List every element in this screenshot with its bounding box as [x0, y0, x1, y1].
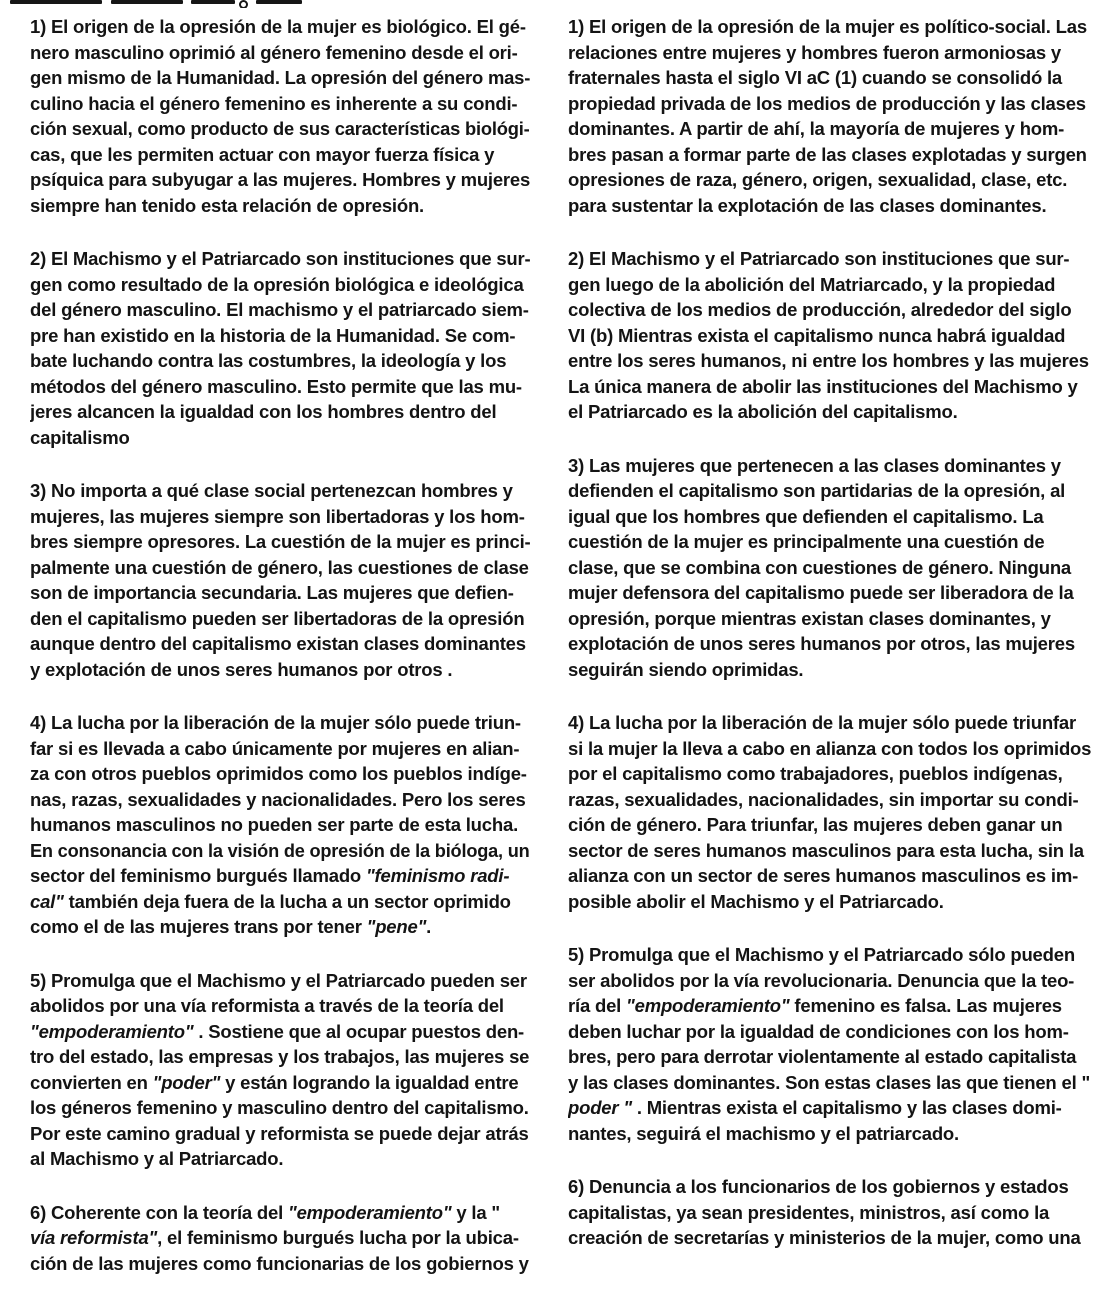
text-line	[568, 889, 1094, 915]
glyph-descender-fragment	[239, 0, 248, 8]
text-run: defienden el capitalismo son partidarias de la opresión, al	[568, 480, 1066, 501]
text-line	[568, 167, 1094, 193]
text-line	[30, 142, 530, 168]
paragraph	[30, 710, 530, 940]
text-run: opresión, porque mientras existan clases dominantes, y	[568, 607, 1051, 629]
text-run: 4) La lucha por la liberación de la mujer sólo puede triun-	[30, 712, 521, 733]
text-line	[30, 580, 530, 606]
paragraph	[30, 478, 530, 682]
text-line	[30, 1251, 530, 1277]
text-line	[568, 1070, 1094, 1096]
text-run: "empoderamiento"	[30, 1020, 194, 1042]
text-run: capitalistas, ya sean presidentes, ministros, así como la	[568, 1201, 1050, 1223]
text-line	[30, 91, 530, 117]
glyph-fragment	[256, 0, 302, 4]
text-run: za con otros pueblos oprimidos como los pueblos indíge-	[30, 763, 527, 784]
glyph-fragment	[10, 0, 102, 4]
text-line	[568, 838, 1094, 864]
text-run: el Patriarcado es la abolición del capitalismo.	[568, 401, 958, 422]
text-line	[568, 246, 1094, 272]
text-run: sector del feminismo burgués llamado	[30, 865, 366, 886]
text-line	[30, 657, 530, 683]
text-run: 5) Promulga que el Machismo y el Patriarcado pueden ser	[30, 969, 527, 991]
text-line	[30, 167, 529, 193]
text-run: métodos del género masculino. Esto permite que las mu-	[30, 375, 522, 397]
text-line	[568, 116, 1094, 142]
text-line	[30, 193, 530, 219]
text-run: En consonancia con la visión de opresión de la bióloga, un	[30, 839, 530, 861]
text-line	[568, 812, 1094, 838]
text-run: ser abolidos por la vía revolucionaria. Denuncia que la teo-	[568, 969, 1075, 991]
text-line	[30, 323, 530, 349]
text-run: gen como resultado de la opresión biológica e ideológica	[30, 273, 524, 295]
text-line	[30, 40, 530, 66]
text-run: opresiones de raza, género, origen, sexualidad, clase, etc.	[568, 169, 1068, 190]
text-run: 5) Promulga que el Machismo y el Patriarcado sólo pueden	[568, 944, 1075, 965]
paragraph	[568, 710, 1094, 914]
text-run: bres siempre opresores. La cuestión de la mujer es princi-	[30, 531, 530, 552]
text-run: ción de género. Para triunfar, las mujeres deben ganar un	[568, 814, 1063, 835]
text-run: los géneros femenino y masculino dentro del capitalismo.	[30, 1097, 529, 1118]
text-line	[568, 453, 1094, 479]
text-line	[568, 272, 1094, 298]
text-line	[568, 504, 1094, 530]
text-line	[568, 657, 1094, 683]
text-run: bres, pero para derrotar violentamente al estado capitalista	[568, 1046, 1077, 1067]
text-run: razas, sexualidades, nacionalidades, sin importar su condi-	[568, 788, 1079, 810]
text-run: abolidos por una vía reformista a través de la teoría del	[30, 995, 504, 1016]
text-run: del género masculino. El machismo y el patriarcado siem-	[30, 299, 529, 320]
text-line	[30, 246, 529, 272]
text-line	[30, 1225, 530, 1251]
text-run: 2) El Machismo y el Patriarcado son instituciones que sur-	[568, 248, 1070, 269]
text-run: 6) Coherente con la teoría del	[30, 1201, 289, 1223]
paragraph	[30, 1200, 530, 1277]
text-run: 2) El Machismo y el Patriarcado son instituciones que sur-	[30, 248, 530, 269]
text-run: 3) No importa a qué clase social pertenezcan hombres y	[30, 480, 513, 501]
text-run: deben luchar por la igualdad de condiciones con los hom-	[568, 1020, 1069, 1042]
text-run: 1) El origen de la opresión de la mujer es biológico. El gé-	[30, 16, 526, 37]
text-line	[30, 889, 530, 915]
text-run: palmente una cuestión de género, las cuestiones de clase	[30, 556, 529, 578]
text-run: VI (b) Mientras exista el capitalismo nunca habrá igualdad	[568, 324, 1066, 346]
text-run: dominantes. A partir de ahí, la mayoría de mujeres y hom-	[568, 118, 1065, 139]
text-line	[568, 710, 1094, 736]
column-right	[568, 14, 1094, 1276]
text-run: sector de seres humanos masculinos para esta lucha, sin la	[568, 839, 1084, 861]
text-run: Por este camino gradual y reformista se puede dejar atrás	[30, 1122, 529, 1144]
text-line	[30, 914, 530, 940]
text-run: gen luego de la abolición del Matriarcado, y la propiedad	[568, 273, 1056, 295]
cropped-heading-fragment	[10, 0, 302, 8]
text-line	[568, 555, 1094, 581]
text-line	[568, 142, 1094, 168]
glyph-fragment	[111, 0, 183, 4]
text-run: y las clases dominantes. Son estas clases las que tienen el "	[568, 1071, 1091, 1093]
text-run: si la mujer la lleva a cabo en alianza con todos los oprimidos	[568, 737, 1092, 759]
text-line	[30, 787, 530, 813]
text-run: 6) Denuncia a los funcionarios de los gobiernos y estados	[568, 1176, 1069, 1197]
text-run: clase, que se combina con cuestiones de género. Ninguna	[568, 556, 1072, 578]
text-run: femenino es falsa. Las mujeres	[789, 995, 1062, 1016]
text-line	[568, 1044, 1094, 1070]
text-run: siempre han tenido esta relación de opresión.	[30, 194, 424, 216]
text-run: 1) El origen de la opresión de la mujer es político-social. Las	[568, 16, 1087, 37]
text-line	[30, 478, 530, 504]
text-line	[30, 812, 530, 838]
text-line	[30, 838, 530, 864]
text-line	[30, 1146, 530, 1172]
text-run: por el capitalismo como trabajadores, pueblos indígenas,	[568, 763, 1063, 784]
paragraph	[30, 246, 530, 450]
text-run: tro del estado, las empresas y los trabajos, las mujeres se	[30, 1046, 530, 1067]
text-run: cal"	[30, 890, 64, 912]
text-line	[568, 580, 1094, 606]
text-run: entre los seres humanos, ni entre los hombres y las mujeres	[568, 350, 1089, 371]
text-line	[568, 1225, 1094, 1251]
text-run: nero masculino oprimió al género femenino desde el ori-	[30, 41, 518, 63]
text-line	[30, 710, 530, 736]
text-run: . Mientras exista el capitalismo y las clases domi-	[636, 1097, 1062, 1118]
paragraph	[30, 968, 530, 1172]
text-run: cuestión de la mujer es principalmente una cuestión de	[568, 531, 1045, 552]
text-run: den el capitalismo pueden ser libertadoras de la opresión	[30, 607, 525, 629]
text-line	[568, 606, 1094, 632]
text-line	[30, 297, 530, 323]
text-line	[568, 993, 1094, 1019]
text-run: "empoderamiento"	[626, 995, 790, 1016]
text-line	[30, 399, 530, 425]
text-run: bate luchando contra las costumbres, la ideología y los	[30, 350, 507, 371]
text-run: explotación de unos seres humanos por otros, las mujeres	[568, 633, 1075, 654]
text-run: La única manera de abolir las instituciones del Machismo y	[568, 375, 1078, 397]
text-line	[568, 968, 1094, 994]
text-run: "empoderamiento"	[288, 1201, 452, 1223]
text-line	[568, 348, 1094, 374]
text-line	[30, 1200, 530, 1226]
text-line	[568, 323, 1094, 349]
text-run: colectiva de los medios de producción, alrededor del siglo	[568, 299, 1072, 320]
text-line	[568, 1121, 1094, 1147]
text-line	[30, 631, 530, 657]
text-run: poder "	[568, 1097, 637, 1118]
text-run: como el de las mujeres trans por tener	[30, 916, 367, 937]
text-run: pre han existido en la historia de la Humanidad. Se com-	[30, 324, 516, 346]
text-line	[568, 193, 1094, 219]
text-line	[30, 348, 530, 374]
text-run: , el feminismo burgués lucha por la ubica-	[157, 1227, 519, 1248]
text-run: far si es llevada a cabo únicamente por mujeres en alian-	[30, 737, 520, 759]
text-line	[30, 272, 530, 298]
text-run: gen mismo de la Humanidad. La opresión del género mas-	[30, 67, 530, 88]
text-run: mujer defensora del capitalismo puede ser liberadora de la	[568, 582, 1074, 603]
text-run: "poder"	[152, 1071, 221, 1093]
paragraph	[568, 1174, 1094, 1251]
text-line	[568, 297, 1094, 323]
text-line	[30, 14, 530, 40]
text-run: seguirán siendo oprimidas.	[568, 658, 804, 680]
text-line	[30, 606, 530, 632]
text-line	[568, 1019, 1094, 1045]
text-line	[568, 863, 1094, 889]
text-line	[568, 736, 1094, 762]
text-run: convierten en	[30, 1071, 153, 1093]
paragraph	[568, 14, 1094, 218]
text-run: relaciones entre mujeres y hombres fueron armoniosas y	[568, 41, 1061, 63]
paragraph	[568, 246, 1094, 425]
text-run: mujeres, las mujeres siempre son libertadoras y los hom-	[30, 505, 525, 527]
text-line	[568, 1095, 1094, 1121]
text-run: igual que los hombres que defienden el capitalismo. La	[568, 505, 1044, 527]
text-run: posible abolir el Machismo y el Patriarcado.	[568, 890, 944, 912]
text-run: aunque dentro del capitalismo existan clases dominantes	[30, 633, 526, 654]
text-line	[30, 761, 530, 787]
text-run: "feminismo radi-	[365, 865, 510, 886]
text-run: .	[426, 916, 432, 937]
text-run: bres pasan a formar parte de las clases explotadas y surgen	[568, 143, 1087, 165]
text-line	[568, 1200, 1094, 1226]
text-line	[568, 787, 1094, 813]
text-line	[30, 65, 528, 91]
text-line	[30, 504, 530, 530]
text-run: ción de las mujeres como funcionarias de los gobiernos y	[30, 1252, 529, 1274]
text-run: cas, que les permiten actuar con mayor fuerza física y	[30, 143, 495, 165]
text-run: ría del	[568, 995, 627, 1016]
text-run: jeres alcancen la igualdad con los hombres dentro del	[30, 401, 497, 422]
text-line	[568, 631, 1094, 657]
text-line	[568, 91, 1094, 117]
text-run: y están logrando la igualdad entre	[220, 1071, 519, 1093]
text-line	[30, 116, 530, 142]
text-run: ción sexual, como producto de sus características biológi-	[30, 118, 530, 139]
column-left	[30, 14, 530, 1276]
paragraph	[568, 453, 1094, 683]
text-run: creación de secretarías y ministerios de la mujer, como una	[568, 1227, 1081, 1248]
paragraph	[568, 942, 1094, 1146]
text-run: fraternales hasta el siglo VI aC (1) cuando se consolidó la	[568, 67, 1063, 88]
text-run: . Sostiene que al ocupar puestos den-	[193, 1020, 525, 1042]
text-run: y la "	[451, 1201, 500, 1223]
text-run: humanos masculinos no pueden ser parte de esta lucha.	[30, 814, 519, 835]
text-line	[568, 40, 1094, 66]
glyph-fragment	[191, 0, 235, 4]
text-run: 4) La lucha por la liberación de la mujer sólo puede triunfar	[568, 712, 1076, 733]
text-run: nas, razas, sexualidades y nacionalidades. Pero los seres	[30, 788, 526, 810]
text-run: alianza con un sector de seres humanos masculinos es im-	[568, 865, 1079, 886]
text-line	[30, 1019, 530, 1045]
text-line	[568, 529, 1094, 555]
text-run: nantes, seguirá el machismo y el patriarcado.	[568, 1122, 959, 1144]
text-line	[30, 1121, 530, 1147]
text-run: 3) Las mujeres que pertenecen a las clases dominantes y	[568, 454, 1061, 476]
text-line	[568, 761, 1094, 787]
text-line	[30, 863, 530, 889]
text-line	[30, 968, 530, 994]
text-run: "pene"	[366, 916, 427, 937]
paragraph	[30, 14, 530, 218]
text-line	[30, 529, 529, 555]
text-line	[30, 1044, 530, 1070]
text-run: culino hacia el género femenino es inherente a su condi-	[30, 92, 518, 114]
text-run: psíquica para subyugar a las mujeres. Hombres y mujeres	[30, 169, 530, 190]
text-line	[568, 399, 1094, 425]
text-line	[30, 993, 530, 1019]
text-line	[568, 942, 1094, 968]
text-run: también deja fuera de la lucha a un sector oprimido	[63, 890, 511, 912]
text-run: capitalismo	[30, 426, 130, 448]
text-line	[568, 1174, 1094, 1200]
text-run: vía reformista"	[30, 1227, 158, 1248]
text-line	[568, 65, 1094, 91]
text-run: propiedad privada de los medios de producción y las clases	[568, 92, 1086, 114]
text-line	[30, 374, 530, 400]
text-line	[568, 374, 1094, 400]
text-run: para sustentar la explotación de las clases dominantes.	[568, 194, 1047, 216]
text-line	[568, 14, 1094, 40]
text-run: y explotación de unos seres humanos por otros .	[30, 658, 453, 680]
text-line	[30, 1095, 530, 1121]
text-line	[568, 478, 1094, 504]
text-line	[30, 555, 530, 581]
text-line	[30, 736, 530, 762]
text-run: son de importancia secundaria. Las mujeres que defien-	[30, 582, 514, 603]
text-line	[30, 1070, 530, 1096]
text-run: al Machismo y al Patriarcado.	[30, 1148, 284, 1169]
text-line	[30, 425, 530, 451]
